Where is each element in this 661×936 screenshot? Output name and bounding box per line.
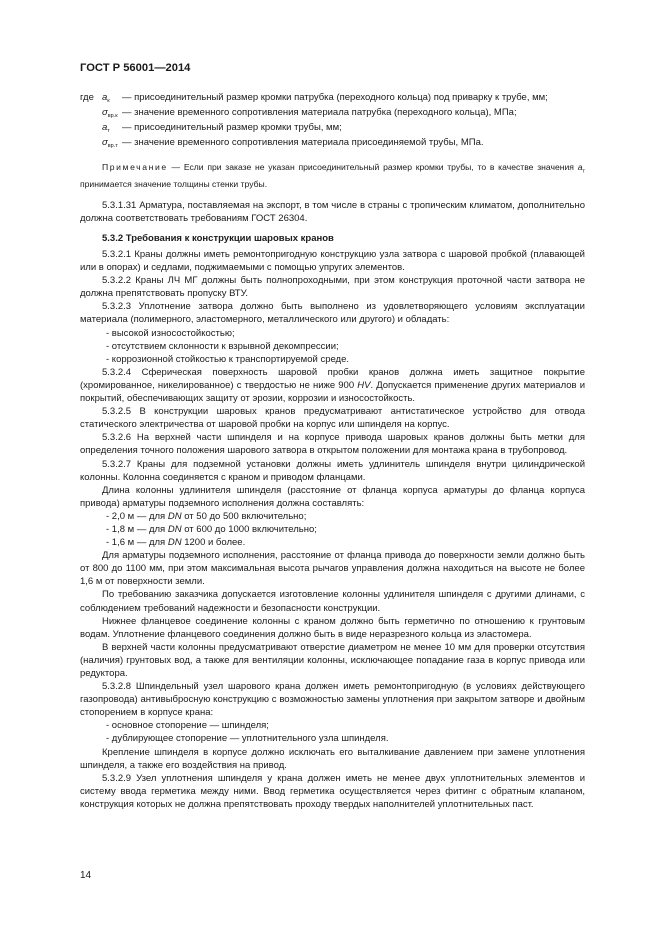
paragraph-5-3-1-31: 5.3.1.31 Арматура, поставляемая на экспорт, в том числе в страны с тропическим климатом, дополнительно должна соответствовать требованиям ГОСТ 26304.	[80, 199, 585, 224]
definition-symbol: $a_к$	[102, 92, 110, 104]
list-item: - дублирующее стопорение — уплотнительного узла шпинделя.	[106, 733, 389, 745]
paragraph: Крепление шпинделя в корпусе должно исключать его выталкивание давлением при замене уплотнения шпинделя, а также его воздействия на привод.	[80, 746, 585, 771]
page-number: 14	[80, 870, 92, 881]
paragraph-5-3-2-7: 5.3.2.7 Краны для подземной установки должны иметь удлинитель шпинделя внутри цилиндрической колонны. Колонна соединяется с краном и приводом фланцами.	[80, 458, 585, 483]
paragraph-5-3-2-5: 5.3.2.5 В конструкции шаровых кранов предусматривают антистатическое устройство для отвода статического электричества от шаровой пробки на корпус или шпинделя на корпус.	[80, 406, 585, 431]
definition-row	[80, 91, 585, 106]
paragraph: В верхней части колонны предусматривают отверстие диаметром не менее 10 мм для проверки отсутствия (наличия) грунтовых вод, а также для вентиляции колонны, исключающее попадание газа в корпус привода или редуктора.	[80, 641, 585, 679]
formula-definitions	[80, 91, 585, 151]
note: Примечание — Если при заказе не указан присоединительный размер кромки трубы, то в качестве значения $a_т$ принимается значение толщины стенки трубы.	[80, 162, 585, 189]
note-label: Примечание	[102, 162, 168, 172]
definition-symbol: $\sigma_{вр.т}$	[102, 137, 118, 149]
paragraph: Для арматуры подземного исполнения, расстояние от фланца привода до поверхности земли должно быть от 800 до 1100 мм, при этом максимальная высота рычагов управления должна находиться на высоте не более 1,6 м от поверхности земли.	[80, 550, 585, 588]
paragraph-5-3-2-1: 5.3.2.1 Краны должны иметь ремонтопригодную конструкцию узла затвора с шаровой пробкой (плавающей или в опорах) и седлами, поджимаемыми с помощью упругих элементов.	[80, 249, 585, 274]
definition-row	[80, 121, 585, 136]
paragraph: Длина колонны удлинителя шпинделя (расстояние от фланца корпуса арматуры до фланца корпуса привода) арматуры подземного исполнения должна составлять:	[80, 484, 585, 509]
list-item: - 1,6 м — для DN 1200 и более.	[106, 537, 246, 549]
definition-row	[80, 106, 585, 121]
paragraph-5-3-2-9: 5.3.2.9 Узел уплотнения шпинделя у крана должен иметь не менее двух уплотнительных элементов и систему ввода герметика между ними. Ввод герметика осуществляется через фитинг с обратным клапаном, конструкция которых не должна препятствовать проходу твердых наполнителей уплотнительных паст.	[80, 772, 585, 810]
definition-row	[80, 136, 585, 151]
definition-text: — присоединительный размер кромки патрубка (переходного кольца) под приварку к трубе, мм;	[122, 92, 548, 103]
paragraph-5-3-2-3: 5.3.2.3 Уплотнение затвора должно быть выполнено из удовлетворяющего условиям эксплуатации материала (полимерного, эластомерного, металлического или другого) и обладать:	[80, 301, 585, 326]
paragraph-5-3-2-4: 5.3.2.4 Сферическая поверхность шаровой пробки кранов должна иметь защитное покрытие (хромированное, никелированное) с твердостью не ниже 900 HV. Допускается применение других материалов и покрытий, обеспечивающих защиту от эрозии, коррозии и износостойкость.	[80, 366, 585, 405]
definition-text: — присоединительный размер кромки трубы, мм;	[122, 122, 342, 133]
definition-text: — значение временного сопротивления материала присоединяемой трубы, МПа.	[122, 137, 484, 148]
definition-symbol: $a_т$	[102, 122, 110, 134]
definition-symbol: $\sigma_{вр.к}$	[102, 107, 118, 119]
paragraph-5-3-2-8: 5.3.2.8 Шпиндельный узел шарового крана должен иметь ремонтопригодную (в условиях действующего газопровода) антивыбросную конструкцию с возможностью замены уплотнения при закрытом затворе и двойным стопорением в корпусе крана:	[80, 681, 585, 719]
section-heading: 5.3.2 Требования к конструкции шаровых кранов	[102, 232, 334, 244]
page-header: ГОСТ Р 56001—2014	[80, 62, 191, 74]
paragraph: По требованию заказчика допускается изготовление колонны удлинителя шпинделя с другими длинами, с соблюдением требований надежности и безопасности конструкции.	[80, 589, 585, 614]
paragraph-5-3-2-6: 5.3.2.6 На верхней части шпинделя и на корпусе привода шаровых кранов должны быть метки для определения точного положения шарового затвора в открытом положении для монтажа крана в трубопровод.	[80, 432, 585, 457]
list-item: - отсутствием склонности к взрывной декомпрессии;	[106, 340, 339, 352]
definition-text: — значение временного сопротивления материала патрубка (переходного кольца), МПа;	[122, 107, 517, 118]
list-item: - основное стопорение — шпинделя;	[106, 720, 269, 732]
list-item: - коррозионной стойкостью к транспортируемой среде.	[106, 353, 350, 365]
paragraph: Нижнее фланцевое соединение колонны с краном должно быть герметично по отношению к грунтовым водам. Уплотнение фланцевого соединения должно быть в виде неразрезного кольца из эластомера.	[80, 615, 585, 640]
definition-lead: где	[80, 92, 94, 103]
list-item: - высокой износостойкостью;	[106, 327, 235, 339]
list-item: - 2,0 м — для DN от 50 до 500 включительно;	[106, 510, 307, 522]
list-item: - 1,8 м — для DN от 600 до 1000 включительно;	[106, 523, 317, 535]
paragraph-5-3-2-2: 5.3.2.2 Краны ЛЧ МГ должны быть полнопроходными, при этом конструкция проточной части затвора не должна препятствовать пропуску ВТУ.	[80, 275, 585, 300]
document-body	[80, 91, 585, 811]
